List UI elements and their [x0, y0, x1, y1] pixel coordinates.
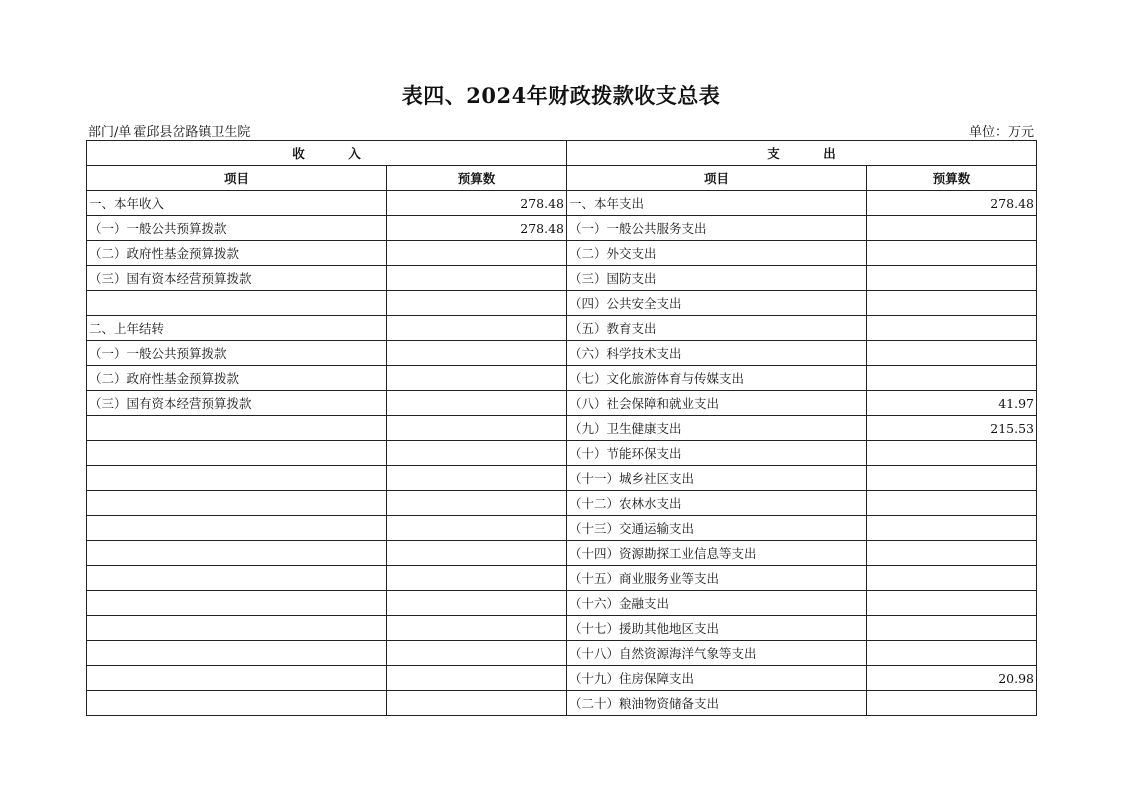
income-item-cell: 一、本年收入	[87, 191, 387, 216]
expense-item-cell: （十七）援助其他地区支出	[567, 616, 867, 641]
income-item-cell	[87, 416, 387, 441]
income-amount-cell	[387, 316, 567, 341]
income-amount-cell	[387, 666, 567, 691]
income-amount-cell	[387, 491, 567, 516]
unit-label: 单位：万元	[968, 125, 1034, 140]
expense-amount-cell	[867, 566, 1037, 591]
income-amount-cell	[387, 466, 567, 491]
expense-amount-cell: 278.48	[867, 191, 1037, 216]
budget-table	[86, 140, 1037, 716]
expense-amount-cell	[867, 691, 1037, 716]
table-row	[87, 441, 1037, 466]
expense-amount-cell	[867, 616, 1037, 641]
income-item-cell	[87, 491, 387, 516]
expense-amount-cell	[867, 491, 1037, 516]
income-amount-cell	[387, 691, 567, 716]
expense-item-cell: （二十）粮油物资储备支出	[567, 691, 867, 716]
expense-item-cell: （一）一般公共服务支出	[567, 216, 867, 241]
expense-amount-cell: 41.97	[867, 391, 1037, 416]
income-item-cell	[87, 516, 387, 541]
table-row	[87, 341, 1037, 366]
expense-item-header: 项目	[567, 166, 867, 191]
expense-amount-cell	[867, 216, 1037, 241]
income-amount-cell	[387, 441, 567, 466]
income-item-cell: 二、上年结转	[87, 316, 387, 341]
table-row	[87, 191, 1037, 216]
department-label: 部门/单	[88, 125, 132, 140]
income-item-cell	[87, 291, 387, 316]
income-item-cell: （三）国有资本经营预算拨款	[87, 391, 387, 416]
expense-item-cell: （十一）城乡社区支出	[567, 466, 867, 491]
table-row	[87, 416, 1037, 441]
expense-amount-cell	[867, 266, 1037, 291]
income-amount-header: 预算数	[387, 166, 567, 191]
expense-amount-cell	[867, 641, 1037, 666]
expense-amount-cell	[867, 466, 1037, 491]
expense-item-cell: （十）节能环保支出	[567, 441, 867, 466]
income-item-cell	[87, 466, 387, 491]
income-amount-cell	[387, 591, 567, 616]
page-title: 表四、2024年财政拨款收支总表	[401, 83, 721, 108]
income-amount-cell	[387, 516, 567, 541]
table-row	[87, 466, 1037, 491]
income-amount-cell	[387, 366, 567, 391]
table-row	[87, 591, 1037, 616]
income-item-header: 项目	[87, 166, 387, 191]
expense-item-cell: （八）社会保障和就业支出	[567, 391, 867, 416]
expense-item-cell: （十八）自然资源海洋气象等支出	[567, 641, 867, 666]
income-amount-cell: 278.48	[387, 216, 567, 241]
expense-amount-cell	[867, 241, 1037, 266]
expense-amount-cell	[867, 541, 1037, 566]
expense-item-cell: （十五）商业服务业等支出	[567, 566, 867, 591]
expense-item-cell: （十九）住房保障支出	[567, 666, 867, 691]
table-row	[87, 516, 1037, 541]
expense-amount-cell	[867, 516, 1037, 541]
expense-item-cell: （七）文化旅游体育与传媒支出	[567, 366, 867, 391]
expense-item-cell: 一、本年支出	[567, 191, 867, 216]
table-row	[87, 291, 1037, 316]
income-item-cell	[87, 591, 387, 616]
table-row	[87, 616, 1037, 641]
income-amount-cell	[387, 616, 567, 641]
income-amount-cell	[387, 416, 567, 441]
table-body	[87, 191, 1037, 716]
expense-amount-cell	[867, 341, 1037, 366]
table-row	[87, 566, 1037, 591]
income-item-cell	[87, 541, 387, 566]
expense-amount-header: 预算数	[867, 166, 1037, 191]
expense-amount-cell	[867, 591, 1037, 616]
income-item-cell	[87, 566, 387, 591]
expense-item-cell: （十六）金融支出	[567, 591, 867, 616]
income-amount-cell	[387, 341, 567, 366]
table-row	[87, 666, 1037, 691]
table-row	[87, 266, 1037, 291]
expense-item-cell: （二）外交支出	[567, 241, 867, 266]
expense-header: 支 出	[567, 141, 1037, 166]
expense-amount-cell: 215.53	[867, 416, 1037, 441]
expense-item-cell: （三）国防支出	[567, 266, 867, 291]
expense-amount-cell	[867, 441, 1037, 466]
table-row	[87, 391, 1037, 416]
income-item-cell: （三）国有资本经营预算拨款	[87, 266, 387, 291]
table-row	[87, 216, 1037, 241]
income-item-cell	[87, 441, 387, 466]
expense-amount-cell: 20.98	[867, 666, 1037, 691]
income-amount-cell	[387, 291, 567, 316]
income-item-cell: （二）政府性基金预算拨款	[87, 366, 387, 391]
income-amount-cell	[387, 266, 567, 291]
expense-item-cell: （十四）资源勘探工业信息等支出	[567, 541, 867, 566]
income-amount-cell: 278.48	[387, 191, 567, 216]
department-line	[88, 121, 250, 140]
expense-item-cell: （十二）农林水支出	[567, 491, 867, 516]
income-amount-cell	[387, 241, 567, 266]
income-amount-cell	[387, 641, 567, 666]
income-header: 收 入	[87, 141, 567, 166]
table-row	[87, 641, 1037, 666]
table-row	[87, 366, 1037, 391]
table-row	[87, 541, 1037, 566]
expense-amount-cell	[867, 316, 1037, 341]
income-amount-cell	[387, 541, 567, 566]
expense-item-cell: （五）教育支出	[567, 316, 867, 341]
table-row	[87, 316, 1037, 341]
income-item-cell	[87, 641, 387, 666]
expense-amount-cell	[867, 291, 1037, 316]
income-amount-cell	[387, 566, 567, 591]
income-item-cell	[87, 666, 387, 691]
expense-item-cell: （六）科学技术支出	[567, 341, 867, 366]
table-row	[87, 241, 1037, 266]
income-item-cell	[87, 691, 387, 716]
expense-item-cell: （四）公共安全支出	[567, 291, 867, 316]
income-item-cell	[87, 616, 387, 641]
income-item-cell: （二）政府性基金预算拨款	[87, 241, 387, 266]
department-name: 霍邱县岔路镇卫生院	[133, 125, 251, 140]
table-row	[87, 491, 1037, 516]
income-item-cell: （一）一般公共预算拨款	[87, 341, 387, 366]
expense-amount-cell	[867, 366, 1037, 391]
income-amount-cell	[387, 391, 567, 416]
expense-item-cell: （十三）交通运输支出	[567, 516, 867, 541]
expense-item-cell: （九）卫生健康支出	[567, 416, 867, 441]
table-row	[87, 691, 1037, 716]
income-item-cell: （一）一般公共预算拨款	[87, 216, 387, 241]
